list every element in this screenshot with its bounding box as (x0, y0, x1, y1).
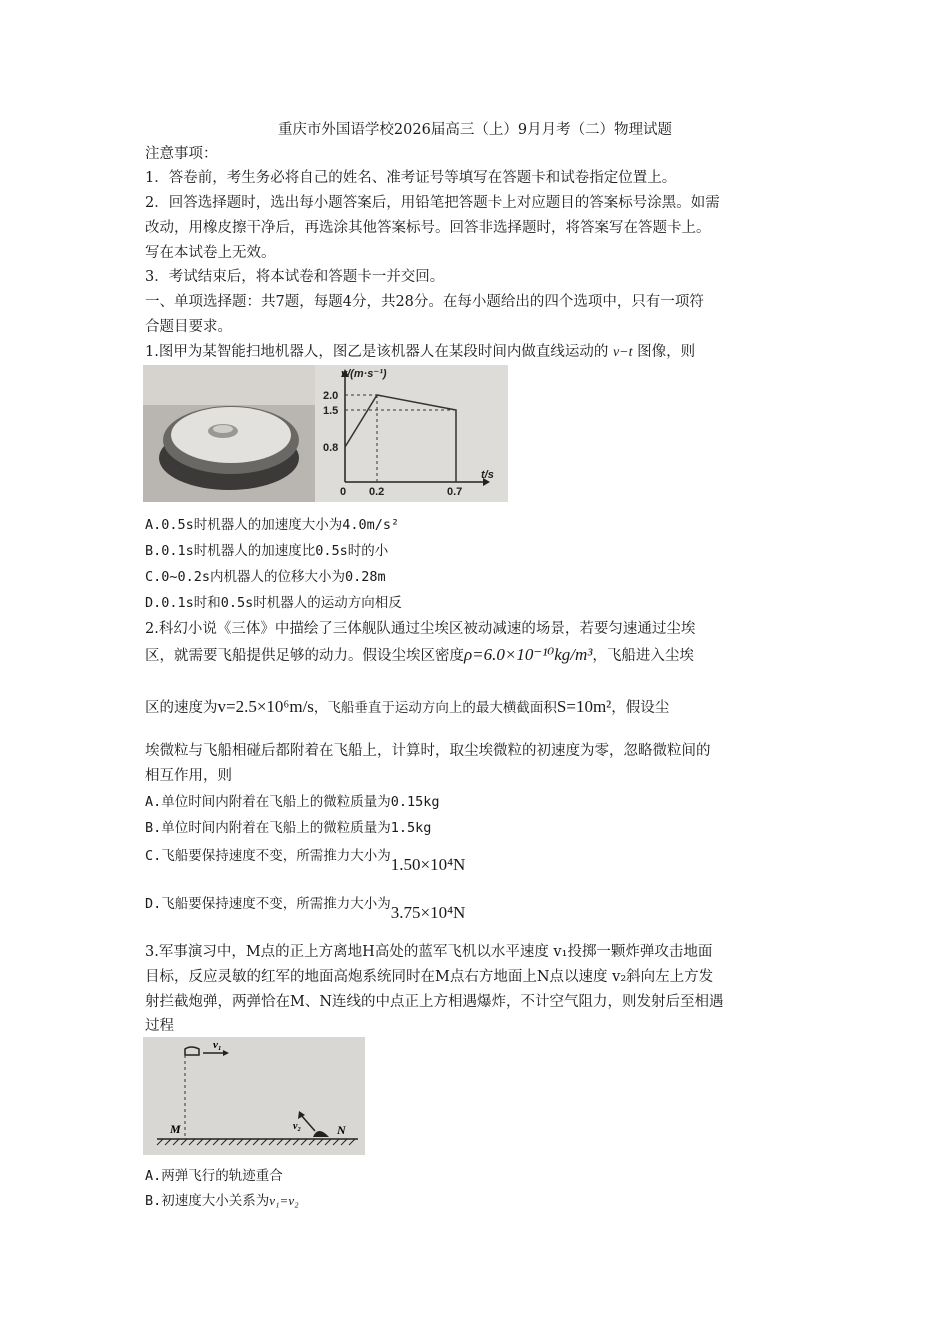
notice-item-2-cont: 改动，用橡皮擦干净后，再选涂其他答案标号。回答非选择题时，将答案写在答题卡上。 (145, 220, 711, 236)
q3-option-a: A.两弹飞行的轨迹重合 (145, 1168, 283, 1184)
q1-stem-end: 图像，则 (637, 344, 696, 360)
point-n-label: N (337, 1123, 346, 1137)
q2-option-d-text: D.飞船要保持速度不变，所需推力大小为 (145, 896, 391, 912)
q2-option-c-value: 1.50×10⁴N (390, 855, 466, 874)
v1-label: v₁ (213, 1039, 222, 1051)
y-tick-0-8: 0.8 (323, 442, 339, 454)
y-axis-label: v/(m·s⁻¹) (341, 368, 387, 380)
q2-option-b: B.单位时间内附着在飞船上的微粒质量为1.5kg (145, 820, 432, 836)
page-title: 重庆市外国语学校2026届高三（上）9月月考（二）物理试题 (277, 122, 673, 138)
x-tick-0-7: 0.7 (447, 486, 463, 498)
q1-option-b: B.0.1s时机器人的加速度比0.5s时的小 (145, 543, 389, 559)
q2-stem-line1: 2.科幻小说《三体》中描绘了三体舰队通过尘埃区被动减速的场景，若要匀速通过尘埃 (145, 621, 696, 637)
q1-figure-svg (143, 365, 508, 502)
x-axis-label: t/s (481, 469, 494, 481)
q2-stem-text: 区，就需要飞船提供足够的动力。假设尘埃区密度 (145, 648, 464, 664)
notice-item-2: 2．回答选择题时，选出每小题答案后，用铅笔把答题卡上对应题目的答案标号涂黑。如需 (145, 195, 720, 211)
v2-label: v₂ (293, 1121, 301, 1132)
q1-stem-text: 1.图甲为某智能扫地机器人，图乙是该机器人在某段时间内做直线运动的 (145, 344, 609, 360)
q2-stem-text-3c: ，假设尘 (611, 700, 670, 716)
q2-stem-text-3b: ，飞船垂直于运动方向上的最大横截面积 (313, 700, 557, 716)
q1-option-a: A.0.5s时机器人的加速度大小为4.0m/s² (145, 517, 400, 533)
y-tick-2-0: 2.0 (323, 390, 339, 402)
point-m-label: M (170, 1122, 181, 1136)
x-tick-0: 0 (340, 486, 347, 498)
q2-option-c-text: C.飞船要保持速度不变，所需推力大小为 (145, 848, 391, 864)
q2-area-formula: S=10m² (556, 697, 612, 716)
q2-stem-line3 (145, 697, 669, 718)
q2-stem-line4: 埃微粒与飞船相碰后都附着在飞船上，计算时，取尘埃微粒的初速度为零，忽略微粒间的 (145, 743, 711, 759)
plane-icon (185, 1047, 199, 1055)
q1-figure (143, 365, 508, 502)
q2-stem-text-cont: ，飞船进入尘埃 (592, 648, 694, 664)
q3-stem-line3: 射拦截炮弹，两弹恰在M、N连线的中点正上方相遇爆炸，不计空气阻力，则发射后至相遇 (145, 994, 724, 1010)
q2-option-d (145, 893, 466, 922)
q1-stem (145, 342, 695, 363)
cannon-icon (313, 1131, 329, 1137)
v1-arrow-head-icon (223, 1050, 229, 1056)
q3-figure-svg (143, 1037, 365, 1155)
q2-stem-line5: 相互作用，则 (145, 768, 232, 784)
q3-option-b (145, 1191, 299, 1211)
q2-density-formula: ρ=6.0×10⁻¹⁰kg/m³ (464, 645, 593, 664)
ground-hatching (157, 1139, 355, 1145)
q3-stem-line4: 过程 (145, 1018, 174, 1034)
y-tick-1-5: 1.5 (323, 405, 339, 417)
q2-option-a: A.单位时间内附着在飞船上的微粒质量为0.15kg (145, 794, 440, 810)
q1-option-d: D.0.1s时和0.5s时机器人的运动方向相反 (145, 595, 402, 611)
q3-figure (143, 1037, 365, 1155)
notice-item-3: 3．考试结束后，将本试卷和答题卡一并交回。 (145, 269, 445, 285)
notice-item-2-end: 写在本试卷上无效。 (145, 245, 276, 261)
q1-stem-variable: v−t (612, 345, 633, 360)
notice-heading: 注意事项： (145, 146, 218, 162)
x-tick-0-2: 0.2 (369, 486, 385, 498)
q2-stem-text-3: 区的速度为 (145, 700, 218, 716)
q1-option-c: C.0~0.2s内机器人的位移大小为0.28m (145, 569, 386, 585)
q3-option-b-text: B.初速度大小关系为 (145, 1193, 270, 1209)
q2-option-c (145, 845, 466, 874)
q3-option-b-value: v₁=v₂ (269, 1193, 299, 1208)
q2-velocity-formula: v=2.5×10⁶m/s (217, 697, 314, 716)
q3-stem-line1: 3.军事演习中，M点的正上方离地H高处的蓝军飞机以水平速度 v₁投掷一颗炸弹攻击地面 (145, 944, 713, 960)
section-heading-cont: 合题目要求。 (145, 319, 232, 335)
section-heading: 一、单项选择题：共7题，每题4分，共28分。在每小题给出的四个选项中，只有一项符 (145, 294, 704, 310)
q3-stem-line2: 目标，反应灵敏的红军的地面高炮系统同时在M点右方地面上N点以速度 v₂斜向左上方发 (145, 969, 714, 985)
q2-option-d-value: 3.75×10⁴N (390, 903, 466, 922)
q2-stem-line2 (145, 645, 694, 666)
notice-item-1: 1．答卷前，考生务必将自己的姓名、准考证号等填写在答题卡和试卷指定位置上。 (145, 170, 677, 186)
v2-arrow (301, 1115, 315, 1131)
